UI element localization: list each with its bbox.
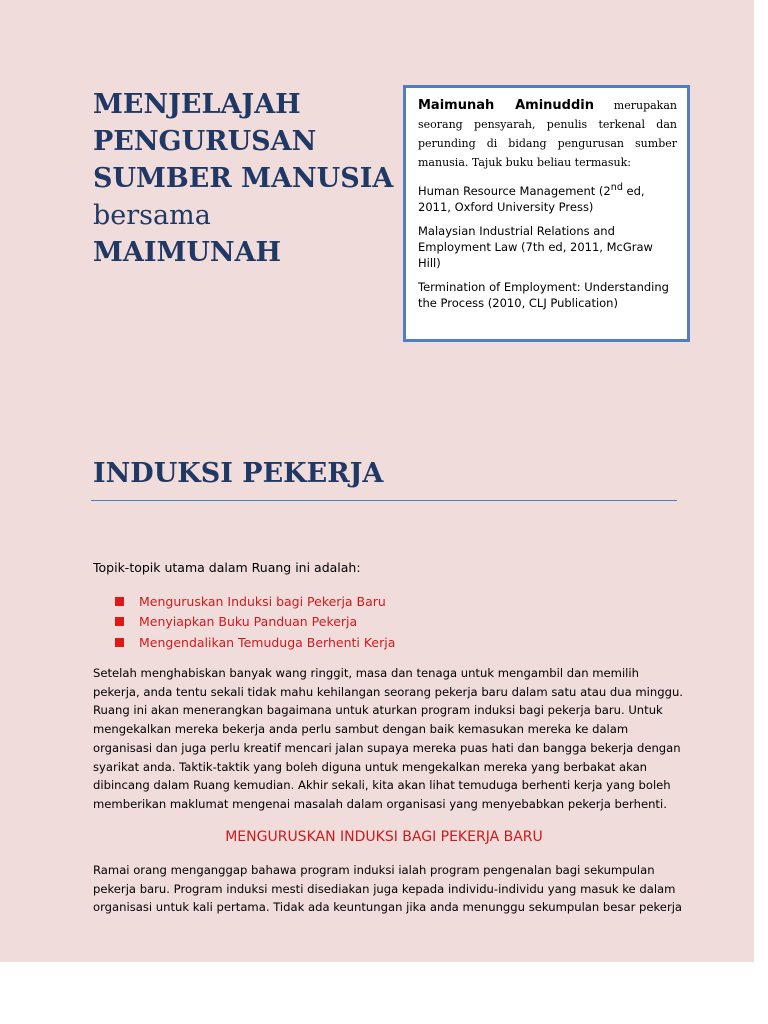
section-title: INDUKSI PEKERJA xyxy=(93,458,384,489)
topic-label: Mengendalikan Temuduga Berhenti Kerja xyxy=(139,634,396,650)
title-line: PENGURUSAN xyxy=(93,126,317,157)
author-description: merupakan seorang pensyarah, penulis terkenal dan perunding di bidang pengurusan sumber manusia. Tajuk buku beliau termasuk: xyxy=(418,99,677,169)
body-paragraph: Setelah menghabiskan banyak wang ringgit, masa dan tenaga untuk mengambil dan memilih pekerja, anda tentu sekali tidak mahu kehilangan seorang pekerja baru dalam satu atau dua minggu. Ruang ini akan menerangkan bagaimana untuk aturkan program induksi bagi pekerja baru. Untuk mengekalkan mereka bekerja anda perlu sambut dengan baik kemasukan mereka ke dalam organisasi dan juga perlu kreatif mencari jalan supaya mereka puas hati dan bangga bekerja dengan syarikat anda. Taktik-taktik yang boleh diguna untuk mengekalkan mereka yang berbakat akan dibincang dalam Ruang kemudian. Akhir sekali, kita akan lihat temuduga berhenti kerja yang boleh memberikan maklumat mengenai masalah dalam organisasi yang menyebabkan pekerja berhenti. xyxy=(93,666,683,811)
list-item xyxy=(115,612,395,633)
title-line: MENJELAJAH xyxy=(93,89,301,120)
body-paragraph: Ramai orang menganggap bahawa program induksi ialah program pengenalan bagi sekumpulan pekerja baru. Program induksi mesti disediakan juga kepada individu-individu yang masuk ke dalam organisasi untuk kali pertama. Tidak ada keuntungan jika anda menunggu sekumpulan besar pekerja xyxy=(93,863,683,915)
title-line: MAIMUNAH xyxy=(93,237,282,268)
author-info-box xyxy=(403,85,690,342)
book-entry: Human Resource Management (2nd ed, 2011, Oxford University Press) xyxy=(418,182,645,214)
list-item xyxy=(115,632,395,653)
book-entry: Malaysian Industrial Relations and Employment Law (7th ed, 2011, McGraw Hill) xyxy=(418,223,653,270)
section-divider xyxy=(91,500,677,501)
list-item xyxy=(115,591,395,612)
book-entry: Termination of Employment: Understanding the Process (2010, CLJ Publication) xyxy=(418,279,669,310)
subheading: MENGURUSKAN INDUKSI BAGI PEKERJA BARU xyxy=(225,829,543,845)
topic-label: Menguruskan Induksi bagi Pekerja Baru xyxy=(139,593,386,609)
author-intro xyxy=(418,96,677,172)
square-bullet-icon xyxy=(115,617,124,626)
title-line: bersama xyxy=(93,200,211,231)
author-name: Maimunah Aminuddin xyxy=(418,98,594,113)
square-bullet-icon xyxy=(115,597,124,606)
topic-label: Menyiapkan Buku Panduan Pekerja xyxy=(139,614,358,630)
square-bullet-icon xyxy=(115,638,124,647)
title-line: SUMBER MANUSIA xyxy=(93,163,394,194)
topics-intro: Topik-topik utama dalam Ruang ini adalah: xyxy=(93,560,361,575)
topics-list xyxy=(115,591,395,653)
main-title xyxy=(93,86,393,271)
